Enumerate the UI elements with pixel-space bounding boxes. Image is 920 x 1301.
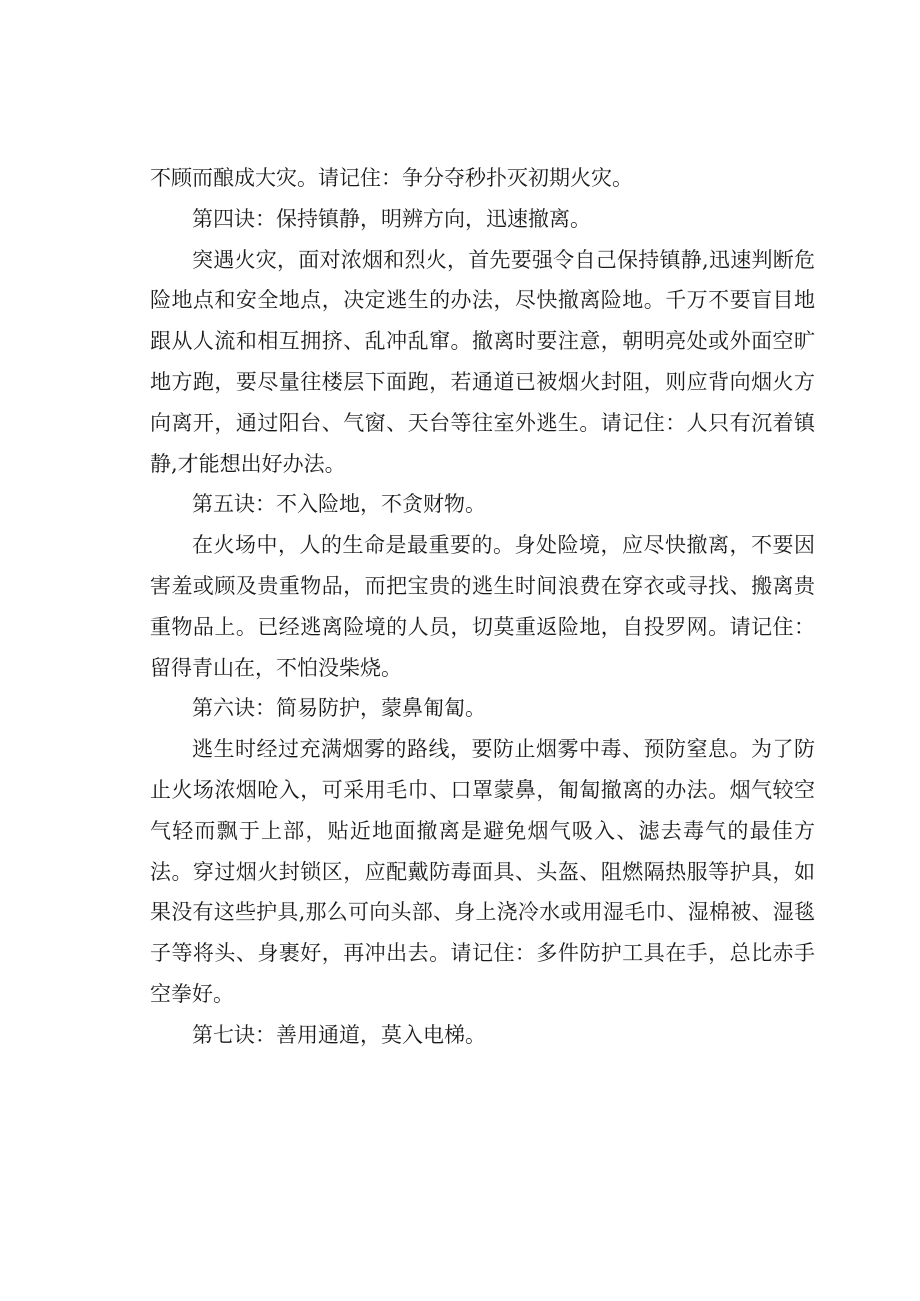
paragraph-fourth-tip: 突遇火灾，面对浓烟和烈火，首先要强令自己保持镇静,迅速判断危险地点和安全地点，决定逃生的办法，尽快撤离险地。千万不要盲目地跟从人流和相互拥挤、乱冲乱窜。撤离时要注意，朝明亮处或外面空旷地方跑，要尽量往楼层下面跑，若通道已被烟火封阻，则应背向烟火方向离开，通过阳台、气窗、天台等往室外逃生。请记住：人只有沉着镇静,才能想出好办法。 (150, 247, 815, 476)
paragraph-continuation: 不顾而酿成大灾。请记住：争分夺秒扑灭初期火灾。 (150, 166, 633, 190)
paragraph-fifth-tip: 在火场中，人的生命是最重要的。身处险境，应尽快撤离，不要因害羞或顾及贵重物品，而把宝贵的逃生时间浪费在穿衣或寻找、搬离贵重物品上。已经逃离险境的人员，切莫重返险地，自投罗网。请记住：留得青山在，不怕没柴烧。 (150, 533, 815, 680)
paragraph-sixth-tip: 逃生时经过充满烟雾的路线，要防止烟雾中毒、预防窒息。为了防止火场浓烟呛入，可采用毛巾、口罩蒙鼻，匍匐撤离的办法。烟气较空气轻而飘于上部，贴近地面撤离是避免烟气吸入、滤去毒气的最佳方法。穿过烟火封锁区，应配戴防毒面具、头盔、阻燃隔热服等护具，如果没有这些护具,那么可向头部、身上浇冷水或用湿毛巾、湿棉被、湿毯子等将头、身裹好，再冲出去。请记住：多件防护工具在手，总比赤手空拳好。 (150, 737, 815, 1006)
heading-fifth-tip: 第五诀：不入险地，不贪财物。 (192, 492, 486, 517)
heading-sixth-tip: 第六诀：简易防护，蒙鼻匍匐。 (192, 696, 486, 721)
heading-fourth-tip: 第四诀：保持镇静，明辨方向，迅速撤离。 (192, 206, 591, 231)
heading-seventh-tip: 第七诀：善用通道，莫入电梯。 (192, 1022, 486, 1047)
document-body (150, 158, 815, 1056)
